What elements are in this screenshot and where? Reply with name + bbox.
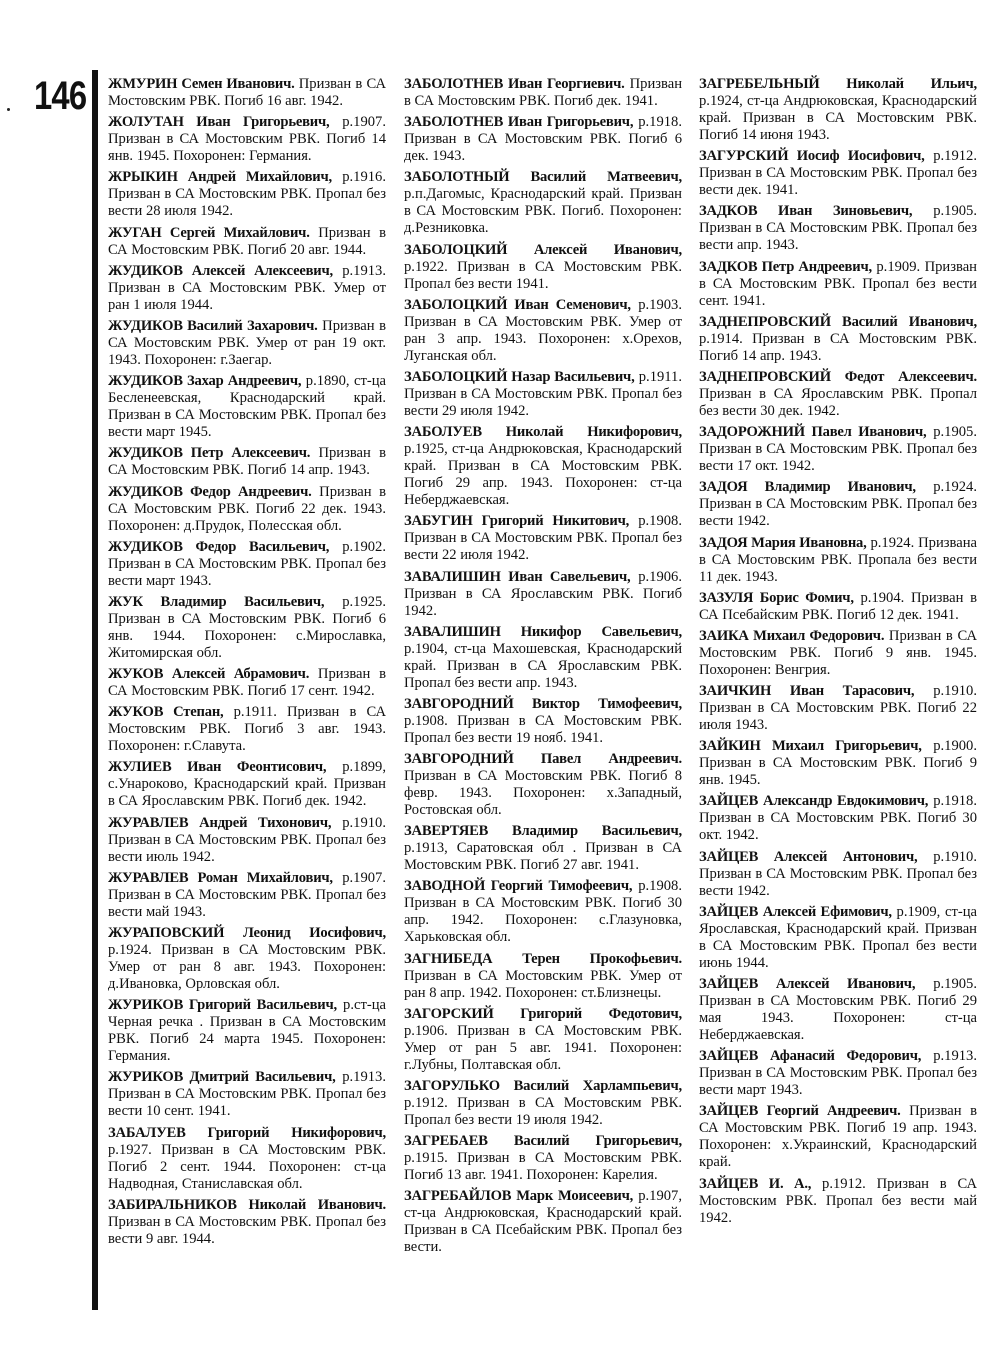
entry-name: ЗАВГОРОДНИЙ Павел Андреевич. — [404, 751, 682, 768]
entry-text: р.1906. Призван в СА Ярославским РВК. Погиб 1942. — [404, 568, 682, 619]
entry-name: ЗАЙЦЕВ Александр Евдокимович, — [699, 793, 929, 810]
entry-name: ЗАДОЯ Мария Ивановна, — [699, 534, 867, 551]
entry-text: р.п.Дагомыс, Краснодарский край. Призван в СА Мостовским РВК. Погиб. Похоронен: д.Резниковка. — [404, 186, 682, 237]
entry-name: ЗАВАЛИШИН Никифор Савельевич, — [404, 623, 682, 640]
entry-text: р.1908. Призван в СА Мостовским РВК. Пропал без вести 22 июля 1942. — [404, 513, 682, 564]
entry — [108, 815, 386, 866]
entry-text: р.1905. Призван в СА Мостовским РВК. Пропал без вести 17 окт. 1942. — [699, 424, 977, 475]
entry-name: ЗАБОЛУЕВ Николай Никифорович, — [404, 424, 682, 441]
entry-name: ЖУДИКОВ Федор Васильевич, — [108, 538, 330, 555]
entry-name: ЗАЙЦЕВ Алексей Ефимович, — [699, 903, 892, 920]
entry — [404, 76, 682, 110]
entry — [108, 539, 386, 590]
entry-text: р.1911. Призван в СА Мостовским РВК. Погиб 3 авг. 1943. Похоронен: г.Славута. — [108, 704, 386, 755]
entry-text: р.1903. Призван в СА Мостовским РВК. Умер от ран 3 апр. 1943. Похоронен: х.Орехов, Луганская обл. — [404, 296, 682, 364]
entry — [699, 976, 977, 1044]
entry — [108, 225, 386, 259]
entry-text: р.1913. Призван в СА Мостовским РВК. Умер от ран 1 июля 1944. — [108, 262, 386, 313]
entry-name: ЖУРИКОВ Дмитрий Васильевич, — [108, 1069, 336, 1086]
entry-text: р.1924. Призван в СА Мостовским РВК. Умер от ран 8 авг. 1943. Похоронен: д.Ивановка, Орловская обл. — [108, 942, 386, 992]
entry-name: ЖУКОВ Степан, — [108, 704, 224, 721]
entry — [699, 314, 977, 365]
entry-text: Призван в СА Мостовским РВК. Погиб 14 апр. 1943. — [108, 445, 386, 479]
entry-text: р.1925, ст-ца Андрюковская, Краснодарский край. Призван в СА Мостовским РВК. Погиб 29 апр. 1943. Похоронен: ст-ца Неберджаевская. — [404, 441, 682, 509]
entry-name: ЗАЙЦЕВ Алексей Антонович, — [699, 848, 918, 865]
entry-text: р.1909. Призван в СА Мостовским РВК. Пропал без вести сент. 1941. — [699, 258, 977, 309]
entry-name: ЗАГРЕБЕЛЬНЫЙ Николай Ильич, — [699, 76, 977, 92]
entry-text: Призван в СА Мостовским РВК. Умер от ран 8 апр. 1942. Похоронен: ст.Близнецы. — [404, 967, 682, 1001]
entry-text: р.1925. Призван в СА Мостовским РВК. Погиб 6 янв. 1944. Похоронен: с.Мирославка, Житомирская обл. — [108, 593, 386, 661]
entry-text: р.1907. Призван в СА Мостовским РВК. Погиб 14 янв. 1945. Похоронен: Германия. — [108, 114, 386, 165]
entry-name: ЗАЙЦЕВ Алексей Иванович, — [699, 976, 916, 992]
entry-text: р.1907, ст-ца Андрюковская, Краснодарский край. Призван в СА Псебайским РВК. Пропал без вести. — [404, 1188, 682, 1256]
entry-text: р.1910. Призван в СА Мостовским РВК. Погиб 22 июля 1943. — [699, 683, 977, 734]
entry-name: ЗАБОЛОТНЕВ Иван Григорьевич, — [404, 114, 634, 131]
entry — [404, 369, 682, 420]
entry — [108, 925, 386, 993]
entry-text: Призван в СА Мостовским РВК. Пропал без вести 9 авг. 1944. — [108, 1213, 386, 1247]
entry — [699, 849, 977, 900]
entry-name: ЖУДИКОВ Петр Алексеевич. — [108, 445, 311, 462]
entry-name: ЗАБОЛОЦКИЙ Иван Семенович, — [404, 296, 631, 313]
entry-name: ЗАДНЕПРОВСКИЙ Федот Алексеевич. — [699, 368, 977, 385]
entry — [404, 1133, 682, 1184]
entry-text: р.1918. Призван в СА Мостовским РВК. Погиб 30 окт. 1942. — [699, 793, 977, 844]
entry — [108, 445, 386, 479]
entry-text: р.ст-ца Черная речка . Призван в СА Мостовским РВК. Погиб 24 марта 1945. Похоронен: Германия. — [108, 997, 386, 1065]
entry-name: ЖУГАН Сергей Михайлович. — [108, 224, 310, 241]
entry-text: р.1924, ст-ца Андрюковская, Краснодарский край. Призван в СА Мостовским РВК. Погиб 14 июня 1943. — [699, 93, 977, 143]
entry-name: ЗАВАЛИШИН Иван Савельевич, — [404, 568, 631, 585]
entry — [108, 484, 386, 535]
entry — [699, 1048, 977, 1099]
entry — [108, 1069, 386, 1120]
entry-name: ЗАВЕРТЯЕВ Владимир Васильевич, — [404, 823, 682, 840]
entry-text: Призван в СА Мостовским РВК. Погиб 8 февр. 1943. Похоронен: х.Западный, Ростовская обл. — [404, 768, 682, 819]
entry-text: р.1924. Призван в СА Мостовским РВК. Пропал без вести 1942. — [699, 479, 977, 530]
entry — [699, 628, 977, 679]
entry-name: ЗАЙКИН Михаил Григорьевич, — [699, 738, 922, 755]
entry-text: р.1911. Призван в СА Мостовским РВК. Пропал без вести 29 июля 1942. — [404, 368, 682, 419]
entry-text: Призван в СА Мостовским РВК. Погиб 20 авг. 1944. — [108, 224, 386, 258]
entry — [108, 114, 386, 165]
entry-name: ЗАДНЕПРОВСКИЙ Василий Иванович, — [699, 313, 977, 330]
entry-text: Призван в СА Мостовским РВК. Погиб 16 авг. 1942. — [108, 76, 386, 109]
entry — [404, 513, 682, 564]
entry — [404, 569, 682, 620]
entry — [404, 878, 682, 946]
entry-text: р.1912. Призван в СА Мостовским РВК. Пропал без вести май 1942. — [699, 1175, 977, 1226]
entry-text: р.1922. Призван в СА Мостовским РВК. Пропал без вести 1941. — [404, 258, 682, 292]
entry-name: ЗАГОРСКИЙ Григорий Федотович, — [404, 1005, 682, 1022]
entry-name: ЗАДКОВ Иван Зиновьевич, — [699, 203, 913, 220]
entry-text: р.1905. Призван в СА Мостовским РВК. Пропал без вести апр. 1943. — [699, 203, 978, 254]
entry-text: р.1902. Призван в СА Мостовским РВК. Пропал без вести март 1943. — [108, 538, 386, 589]
entry-text: Призван в СА Мостовским РВК. Погиб 22 дек. 1943. Похоронен: д.Прудок, Полесская обл. — [108, 483, 386, 534]
entry-text: р.1910. Призван в СА Мостовским РВК. Пропал без вести 1942. — [699, 848, 977, 899]
entry — [699, 904, 977, 972]
entry-text: Призван в СА Мостовским РВК. Умер от ран 19 окт. 1943. Похоронен: г.Заегар. — [108, 317, 386, 368]
scan-dot — [7, 108, 10, 111]
entry — [699, 369, 977, 420]
entry-text: р.1905. Призван в СА Мостовским РВК. Погиб 29 мая 1943. Похоронен: ст-ца Неберджаевская. — [699, 976, 977, 1043]
entry — [404, 951, 682, 1002]
entry — [108, 704, 386, 755]
entry-name: ЖУДИКОВ Алексей Алексеевич, — [108, 262, 333, 279]
entry-text: р.1899, с.Унароково, Краснодарский край. Призван в СА Ярославским РВК. Погиб дек. 1942. — [108, 759, 386, 810]
entry — [699, 148, 977, 199]
entry-text: Призван в СА Мостовским РВК. Погиб 17 сент. 1942. — [108, 666, 386, 700]
entry — [404, 242, 682, 293]
entry-text: р.1910. Призван в СА Мостовским РВК. Пропал без вести июль 1942. — [108, 814, 386, 865]
entry — [108, 759, 386, 810]
entry-text: р.1890, ст-ца Бесленеевская, Краснодарский край. Призван в СА Мостовским РВК. Пропал без вести март 1945. — [108, 373, 386, 441]
page-number: 146 — [34, 74, 87, 118]
entry-text: р.1927. Призван в СА Мостовским РВК. Погиб 2 сент. 1944. Похоронен: ст-ца Надводная, Станиславская обл. — [108, 1141, 386, 1192]
entry — [404, 1188, 682, 1256]
entry — [108, 666, 386, 700]
entry — [108, 1197, 386, 1248]
entry-text: р.1904, ст-ца Махошевская, Краснодарский край. Призван в СА Ярославским РВК. Пропал без вести апр. 1943. — [404, 640, 682, 691]
entry-name: ЖУРИКОВ Григорий Васильевич, — [108, 997, 337, 1014]
entry — [108, 263, 386, 314]
entry-name: ЖОЛУТАН Иван Григорьевич, — [108, 114, 330, 131]
entry-name: ЗАГУРСКИЙ Иосиф Иосифович, — [699, 148, 925, 165]
entry-name: ЗАГНИБЕДА Терен Прокофьевич. — [404, 950, 682, 967]
entry — [404, 751, 682, 819]
entry-name: ЗАГРЕБАЙЛОВ Марк Моисеевич, — [404, 1188, 634, 1205]
entry — [699, 1103, 977, 1171]
entry-name: ЖУРАПОВСКИЙ Леонид Иосифович, — [108, 925, 386, 941]
entry-text: р.1913, Саратовская обл . Призван в СА Мостовским РВК. Погиб 27 авг. 1941. — [404, 840, 682, 874]
text-column-3 — [699, 76, 977, 1231]
entry — [404, 823, 682, 874]
entry — [404, 169, 682, 237]
entry-name: ЗАГРЕБАЕВ Василий Григорьевич, — [404, 1133, 682, 1150]
entry-text: р.1909, ст-ца Ярославская, Краснодарский край. Призван в СА Мостовским РВК. Пропал без вести июнь 1944. — [699, 903, 977, 971]
entry — [699, 590, 977, 624]
entry-name: ЖУДИКОВ Василий Захарович. — [108, 317, 318, 334]
entry — [699, 259, 977, 310]
entry — [699, 738, 977, 789]
entry-name: ЗАБОЛОТНЫЙ Василий Матвеевич, — [404, 169, 682, 186]
entry — [404, 424, 682, 509]
entry-text: р.1916. Призван в СА Мостовским РВК. Пропал без вести 28 июля 1942. — [108, 169, 386, 220]
entry-text: р.1918. Призван в СА Мостовским РВК. Погиб 6 дек. 1943. — [404, 114, 682, 165]
entry-text: Призван в СА Мостовским РВК. Погиб дек. 1941. — [404, 76, 682, 109]
entry-text: р.1900. Призван в СА Мостовским РВК. Погиб 9 янв. 1945. — [699, 738, 977, 789]
entry-name: ЗАБОЛОЦКИЙ Назар Васильевич, — [404, 368, 635, 385]
entry-name: ЗАВОДНОЙ Георгий Тимофеевич, — [404, 878, 633, 895]
entry-text: р.1913. Призван в СА Мостовским РВК. Пропал без вести март 1943. — [699, 1048, 977, 1099]
entry-text: Призван в СА Мостовским РВК. Погиб 19 апр. 1943. Похоронен: х.Украинский, Краснодарский край. — [699, 1103, 977, 1171]
entry-text: р.1924. Призвана в СА Мостовским РВК. Пропала без вести 11 дек. 1943. — [699, 534, 977, 585]
entry — [699, 683, 977, 734]
entry — [404, 297, 682, 365]
entry-name: ЗАЗУЛЯ Борис Фомич, — [699, 589, 854, 606]
entry — [108, 870, 386, 921]
entry — [699, 76, 977, 144]
entry-name: ЖУДИКОВ Захар Андреевич, — [108, 373, 302, 390]
entry-text: р.1907. Призван в СА Мостовским РВК. Пропал без вести май 1943. — [108, 869, 386, 920]
entry-text: р.1908. Призван в СА Мостовским РВК. Пропал без вести 19 нояб. 1941. — [404, 712, 682, 746]
text-column-1 — [108, 76, 386, 1252]
entry-name: ЖУДИКОВ Федор Андреевич. — [108, 483, 312, 500]
entry-name: ЗАВГОРОДНИЙ Виктор Тимофеевич, — [404, 695, 682, 712]
entry-name: ЗАБАЛУЕВ Григорий Никифорович, — [108, 1124, 386, 1141]
entry-name: ЗАБОЛОЦКИЙ Алексей Иванович, — [404, 241, 682, 258]
entry-name: ЗАЙЦЕВ И. А., — [699, 1175, 812, 1192]
entry-name: ЗАЙЦЕВ Афанасий Федорович, — [699, 1048, 922, 1065]
entry-name: ЖУРАВЛЕВ Роман Михайлович, — [108, 869, 333, 886]
entry-name: ЖУКОВ Алексей Абрамович. — [108, 666, 310, 683]
entry-name: ЗАБИРАЛЬНИКОВ Николай Иванович. — [108, 1196, 386, 1213]
entry-name: ЗАБОЛОТНЕВ Иван Георгиевич. — [404, 76, 625, 92]
entry-text: р.1914. Призван в СА Мостовским РВК. Погиб 14 апр. 1943. — [699, 330, 977, 364]
entry-text: р.1906. Призван в СА Мостовским РВК. Умер от ран 5 авг. 1941. Похоронен: г.Лубны, Полтавская обл. — [404, 1022, 682, 1073]
entry-name: ЗАДОЯ Владимир Иванович, — [699, 479, 916, 496]
entry — [699, 793, 977, 844]
entry — [404, 1078, 682, 1129]
entry-name: ЗАДКОВ Петр Андреевич, — [699, 258, 872, 275]
entry — [108, 373, 386, 441]
entry-name: ЗАБУГИН Григорий Никитович, — [404, 513, 630, 530]
entry — [108, 1125, 386, 1193]
entry-text: р.1908. Призван в СА Мостовским РВК. Погиб 30 апр. 1942. Похоронен: с.Глазуновка, Харьковская обл. — [404, 878, 682, 946]
entry-name: ЖРЫКИН Андрей Михайлович, — [108, 169, 332, 186]
entry-text: р.1915. Призван в СА Мостовским РВК. Погиб 13 авг. 1941. Похоронен: Карелия. — [404, 1150, 682, 1184]
entry-text: р.1913. Призван в СА Мостовским РВК. Пропал без вести 10 сент. 1941. — [108, 1069, 386, 1120]
entry-text: р.1912. Призван в СА Мостовским РВК. Пропал без вести 19 июля 1942. — [404, 1095, 682, 1128]
entry-text: р.1904. Призван в СА Псебайским РВК. Погиб 12 дек. 1941. — [699, 589, 977, 623]
entry — [108, 997, 386, 1065]
entry — [108, 318, 386, 369]
entry-name: ЖУК Владимир Васильевич, — [108, 593, 325, 610]
entry — [404, 624, 682, 692]
entry-name: ЗАГОРУЛЬКО Василий Харлампьевич, — [404, 1078, 682, 1094]
entry-text: Призван в СА Мостовским РВК. Погиб 9 янв. 1945. Похоронен: Венгрия. — [699, 627, 978, 678]
entry-name: ЗАЙЦЕВ Георгий Андреевич. — [699, 1103, 901, 1120]
entry — [699, 203, 977, 254]
entry-name: ЗАДОРОЖНИЙ Павел Иванович, — [699, 424, 927, 441]
entry-name: ЗАИКА Михаил Федорович. — [699, 627, 885, 644]
entry-name: ЗАИЧКИН Иван Тарасович, — [699, 683, 915, 700]
entry — [108, 594, 386, 662]
entry — [108, 169, 386, 220]
entry-text: р.1912. Призван в СА Мостовским РВК. Пропал без вести дек. 1941. — [699, 148, 977, 199]
text-column-2 — [404, 76, 682, 1261]
entry — [108, 76, 386, 110]
entry — [699, 1176, 977, 1227]
entry-name: ЖУЛИЕВ Иван Феонтисович, — [108, 759, 327, 776]
entry-text: Призван в СА Ярославским РВК. Пропал без вести 30 дек. 1942. — [699, 385, 977, 419]
entry — [699, 535, 977, 586]
entry — [404, 1006, 682, 1074]
entry — [404, 696, 682, 747]
entry — [404, 114, 682, 165]
entry-name: ЖУРАВЛЕВ Андрей Тихонович, — [108, 814, 332, 831]
margin-rule — [92, 70, 98, 1310]
entry — [699, 424, 977, 475]
entry — [699, 479, 977, 530]
entry-name: ЖМУРИН Семен Иванович. — [108, 76, 295, 92]
